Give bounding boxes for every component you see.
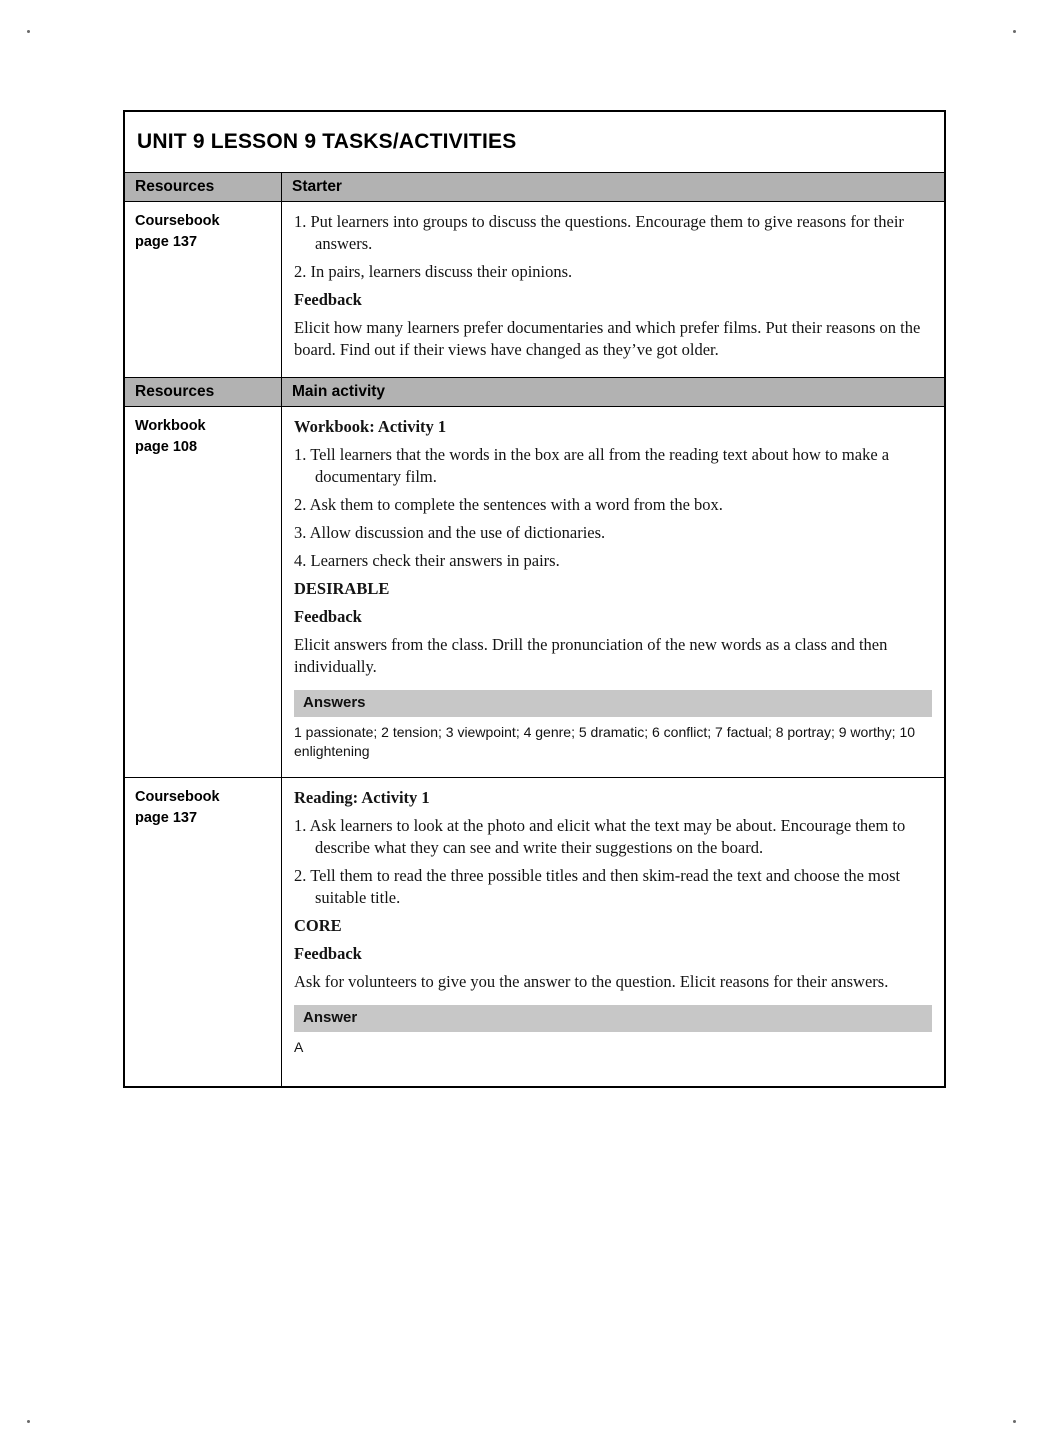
feedback-label: Feedback [294,290,362,309]
resource-name: Workbook [135,418,206,434]
step: 4. Learners check their answers in pairs. [294,551,560,570]
starter-row [125,201,944,377]
answer-text: A [294,1039,304,1055]
page-title: UNIT 9 LESSON 9 TASKS/ACTIVITIES [137,130,517,153]
crop-mark-bottom-left [27,1420,30,1423]
resource-page: page 137 [135,810,198,826]
main-activity-header: Main activity [282,378,944,406]
resource-page: page 108 [135,439,198,455]
feedback-text: Elicit how many learners prefer documentaries and which prefer films. Put their reasons on the board. Find out if their views have changed as they’ve got older. [294,318,921,359]
resources-header-1: Resources [125,173,282,201]
activity-heading: Workbook: Activity 1 [294,417,447,436]
feedback-label: Feedback [294,607,362,626]
step: 2. Tell them to read the three possible titles and then skim-read the text and choose the most suitable title. [294,866,901,907]
feedback-label: Feedback [294,944,362,963]
starter-content-cell [282,202,944,377]
title-row [125,112,944,172]
workbook-activity-row [125,406,944,777]
step: 1. Put learners into groups to discuss the questions. Encourage them to give reasons for their answers. [294,212,904,253]
step: 1. Tell learners that the words in the box are all from the reading text about how to make a documentary film. [294,445,890,486]
step: 1. Ask learners to look at the photo and elicit what the text may be about. Encourage them to describe what they can see and write their suggestions on the board. [294,816,906,857]
crop-mark-bottom-right [1013,1420,1016,1423]
crop-mark-top-right [1013,30,1016,33]
starter-header-row [125,172,944,201]
step: 2. Ask them to complete the sentences with a word from the box. [294,495,723,514]
reading-resource-cell [125,778,282,1086]
level-label: DESIRABLE [294,579,390,598]
step: 2. In pairs, learners discuss their opinions. [294,262,573,281]
answers-bar [294,690,932,717]
reading-activity-row [125,777,944,1086]
resource-page: page 137 [135,234,198,250]
resource-name: Coursebook [135,789,220,805]
activity-heading: Reading: Activity 1 [294,788,430,807]
resource-name: Coursebook [135,213,220,229]
main-activity-header-row [125,377,944,406]
starter-resource-cell [125,202,282,377]
feedback-text: Elicit answers from the class. Drill the pronunciation of the new words as a class and then individually. [294,635,888,676]
resources-header-2: Resources [125,378,282,406]
answers-text: 1 passionate; 2 tension; 3 viewpoint; 4 genre; 5 dramatic; 6 conflict; 7 factual; 8 portray; 9 worthy; 10 enlightening [294,724,916,759]
step: 3. Allow discussion and the use of dictionaries. [294,523,606,542]
lesson-table [123,110,946,1088]
feedback-text: Ask for volunteers to give you the answer to the question. Elicit reasons for their answers. [294,972,889,991]
level-label: CORE [294,916,342,935]
workbook-resource-cell [125,407,282,777]
answers-label: Answers [303,694,366,711]
starter-header: Starter [282,173,944,201]
answer-label: Answer [303,1009,358,1026]
workbook-content-cell [282,407,944,777]
reading-content-cell [282,778,944,1086]
answer-bar [294,1005,932,1032]
crop-mark-top-left [27,30,30,33]
